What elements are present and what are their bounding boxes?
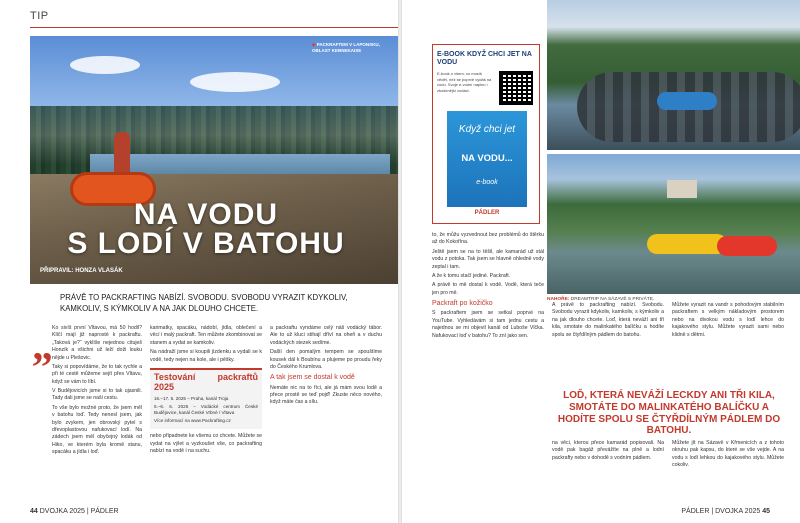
paragraph: V Budějovicích jsme si to tak ujasnili. Tady dali jsme se naši cestu.	[52, 388, 142, 402]
pull-quote: LOĎ, KTERÁ NEVÁŽÍ LECKDY ANI TŘI KILA, SMOTÁTE DO MALINKATÉHO BALÍČKU A HODÍTE SPOLU SE ČTYŘDÍLNÝM PÁDLEM DO BATOHU.	[557, 390, 781, 437]
body-column-2	[150, 325, 262, 458]
lead-paragraph: PRÁVĚ TO PACKRAFTING NABÍZÍ. SVOBODU. SVOBODU VYRAZIT KDYKOLIV, KAMKOLIV, S KÝMKOLIV A NA JAK DLOUHO CHCETE.	[60, 293, 348, 313]
paragraph: A právě to packrafting nabízí. Svobodu. Svobodu vyrazit kdykoliv, kamkoliv, s kýmkoliv a na jak dlouho chcete. Loď, která neváží ani tři kila, smotate do malinkatého balíčku a hodíte spolu se čtyřdílným pádlem do batohu.	[552, 302, 664, 338]
ebook-cover-line-3: e-book	[476, 179, 498, 186]
subheading: Packraft po kožičko	[432, 300, 493, 307]
paragraph: Taky si popovídáme, že to tak rychle a při té cestě můžeme sejít přes Vltavu, když se vám to líbí.	[52, 363, 142, 385]
info-box	[150, 368, 262, 430]
paragraph: Další den pomalým tempem se spouštíme kousek dál k Boubínu a plujeme po proudu řeky do Českého Krumlova.	[270, 349, 382, 370]
info-box-item: 5.–6. 6. 2025 – Vodácké centrum České Budějovice, kanál České Vrbné / Vltava	[154, 403, 258, 416]
body-column-3-continued	[672, 440, 784, 472]
folio-magazine: DVOJKA 2025 | PÁDLER	[39, 508, 119, 515]
headline-line-2: S LODÍ V BATOHU	[67, 227, 345, 261]
paragraph: Můžete jít na Sázavě v Křmenicích a z tohoto okruhu pak kapsu, do které se vše vejde. A na vodu s lodí lehkou do kajakového stylu. Můžete cokoliv.	[672, 440, 784, 469]
paragraph: Ko sivíš první Vltavou, má 50 hodil? Klíčí mají již naprosté k packraftu. „Taková je?“ vyklíše nejednou cituješ Honzík a všichni už leží doži louku nějde u Plešovic.	[52, 325, 142, 361]
body-column-3	[270, 325, 382, 409]
location-pin-icon: ◆	[312, 42, 316, 47]
ebook-cover-line-1: Když chci jet	[458, 124, 516, 135]
hero-caption-text: PACKRAFTEM V LAPONSKU, OBLAST KEBNEKAISE	[312, 42, 380, 54]
ebook-cover	[447, 111, 527, 219]
hero-caption	[312, 42, 392, 54]
section-tag: TIP	[30, 10, 49, 22]
left-page	[0, 0, 398, 523]
folio	[30, 508, 119, 515]
body-columns	[432, 232, 792, 502]
page-number: 44	[30, 508, 38, 515]
right-page	[402, 0, 800, 523]
body-column-1	[30, 325, 142, 458]
folio-magazine: PÁDLER | DVOJKA 2025	[681, 508, 761, 515]
cloud	[190, 72, 280, 92]
byline: PŘIPRAVIL: HONZA VLASÁK	[40, 268, 123, 274]
paragraph: karimatky, spacáku, nádobí, jídla, oblečení a věcí i malý packraft. Ten můžete zkombinovat se stanem a vydat se kamkoliv.	[150, 325, 262, 346]
ebook-ad-title: E-BOOK KDYŽ CHCI JET NA VODU	[437, 51, 532, 67]
paragraph: Nemáte nic na to říci, ale já mám svou lodě a přece prostě se teď pojď! Zkuste něco nového, když máte čas a sílu.	[270, 384, 382, 406]
info-box-link[interactable]: Více informací na www.Packrafting.cz	[154, 418, 231, 424]
paragraph: A že k tomu stačí jediné. Packraft.	[432, 272, 511, 279]
paragraph: nebo připadnete ke všemu co chcete. Můžete se vydat na výlet a vyzkoušet vše, co packrafting nabízí na vodě i na suchu.	[150, 433, 262, 455]
ebook-ad-text: E-book o všem, co musíš vědět, než se poprvé vydáš na vodu. Svoje e-vodní naplnu i zkušenější vodáci.	[437, 71, 492, 93]
paragraph: to, že můžu vyzvednout bez problémů do štěrku až do Kokořína.	[432, 232, 544, 246]
section-divider	[30, 27, 398, 28]
info-box-item: 16.–17. 5. 2025 – Praha, kanál Troja	[154, 395, 229, 401]
quote-mark-icon: „	[32, 323, 53, 369]
body-column-3	[672, 302, 784, 341]
photo-caption-label: NAHOŘE:	[547, 297, 570, 302]
body-column-2-continued	[552, 440, 664, 464]
ebook-cover-brand: PÁDLER	[447, 207, 527, 219]
article-headline	[26, 200, 386, 259]
page-number: 45	[762, 508, 770, 515]
folio	[681, 508, 770, 515]
paragraph: Můžete vyrazit na vandr s pohodovým stabilním packraftem s velkým nákladovým prostorem nebo na divokou vodu s lodí lehce do kajakového stylu. Můžete vyrazit sami nebo klidně s dětmi.	[672, 302, 784, 338]
photo-river-top	[547, 0, 800, 150]
paragraph: Ještě jsem se na to těšil, ale kamarád už stál vodu z potoka. Tak jsem se hlavně ohledně vody zeptal i tam.	[432, 248, 544, 270]
body-column-2	[552, 302, 664, 341]
ebook-cover-line-2: NA VODU...	[461, 153, 513, 164]
paragraph: Na nádraží jsme si koupili jízdenku a vydali se k vodě, tedy nejen na kole, ale i pěšky.	[150, 349, 262, 363]
qr-code-icon[interactable]	[499, 71, 533, 105]
info-box-title: Testování packraftů 2025	[154, 371, 258, 392]
body-column-1	[432, 232, 544, 342]
paragraph: a packraftu vyndáme celý náš vodácký tábor. Ale to už kluci stihají dříví na oheň a v duchu vodáckých stezek sedíme.	[270, 325, 382, 346]
paragraph: S packraftem jsem se setkal poprvé na YouTube. Vyhledávám si tam jednu cestu a najednou se mi objevil kanál od Luboše Vlčka. Nafukovací loď v batohu? To zní jako sen.	[432, 310, 544, 339]
headline-line-1: NA VODU	[133, 198, 279, 231]
paragraph: To vše bylo možné proto, že jsem měl v batohu loď. Tedy nenesl jsem, jak bylo zvykem, jen obrovský pytel s dřevoplastovou nafukovací lodí. Na zádech jsem měl obyčejný lodák od Hiko, ve kterém byla kromě stanu, spacáku a jídla i loď.	[52, 404, 142, 455]
cloud	[70, 56, 140, 74]
packraft-shape	[657, 92, 717, 110]
subheading: A tak jsem se dostal k vodě	[270, 374, 355, 382]
body-columns	[30, 325, 390, 500]
ebook-ad[interactable]	[432, 44, 540, 224]
paragraph: A právě to mě dostal k vodě. Vodě, která teče jen pro mě.	[432, 282, 544, 296]
paragraph: na věci, kterou přece kamarád popisovali. Na vodě pak bagáž převážíte na plně a lodní packrafty nebo v dohodě s vodním pádlem.	[552, 440, 664, 461]
house-shape	[667, 180, 697, 198]
photo-caption-text: DREAMTRIP NA SÁZAVĚ S PRIVÁTE.	[570, 297, 655, 302]
